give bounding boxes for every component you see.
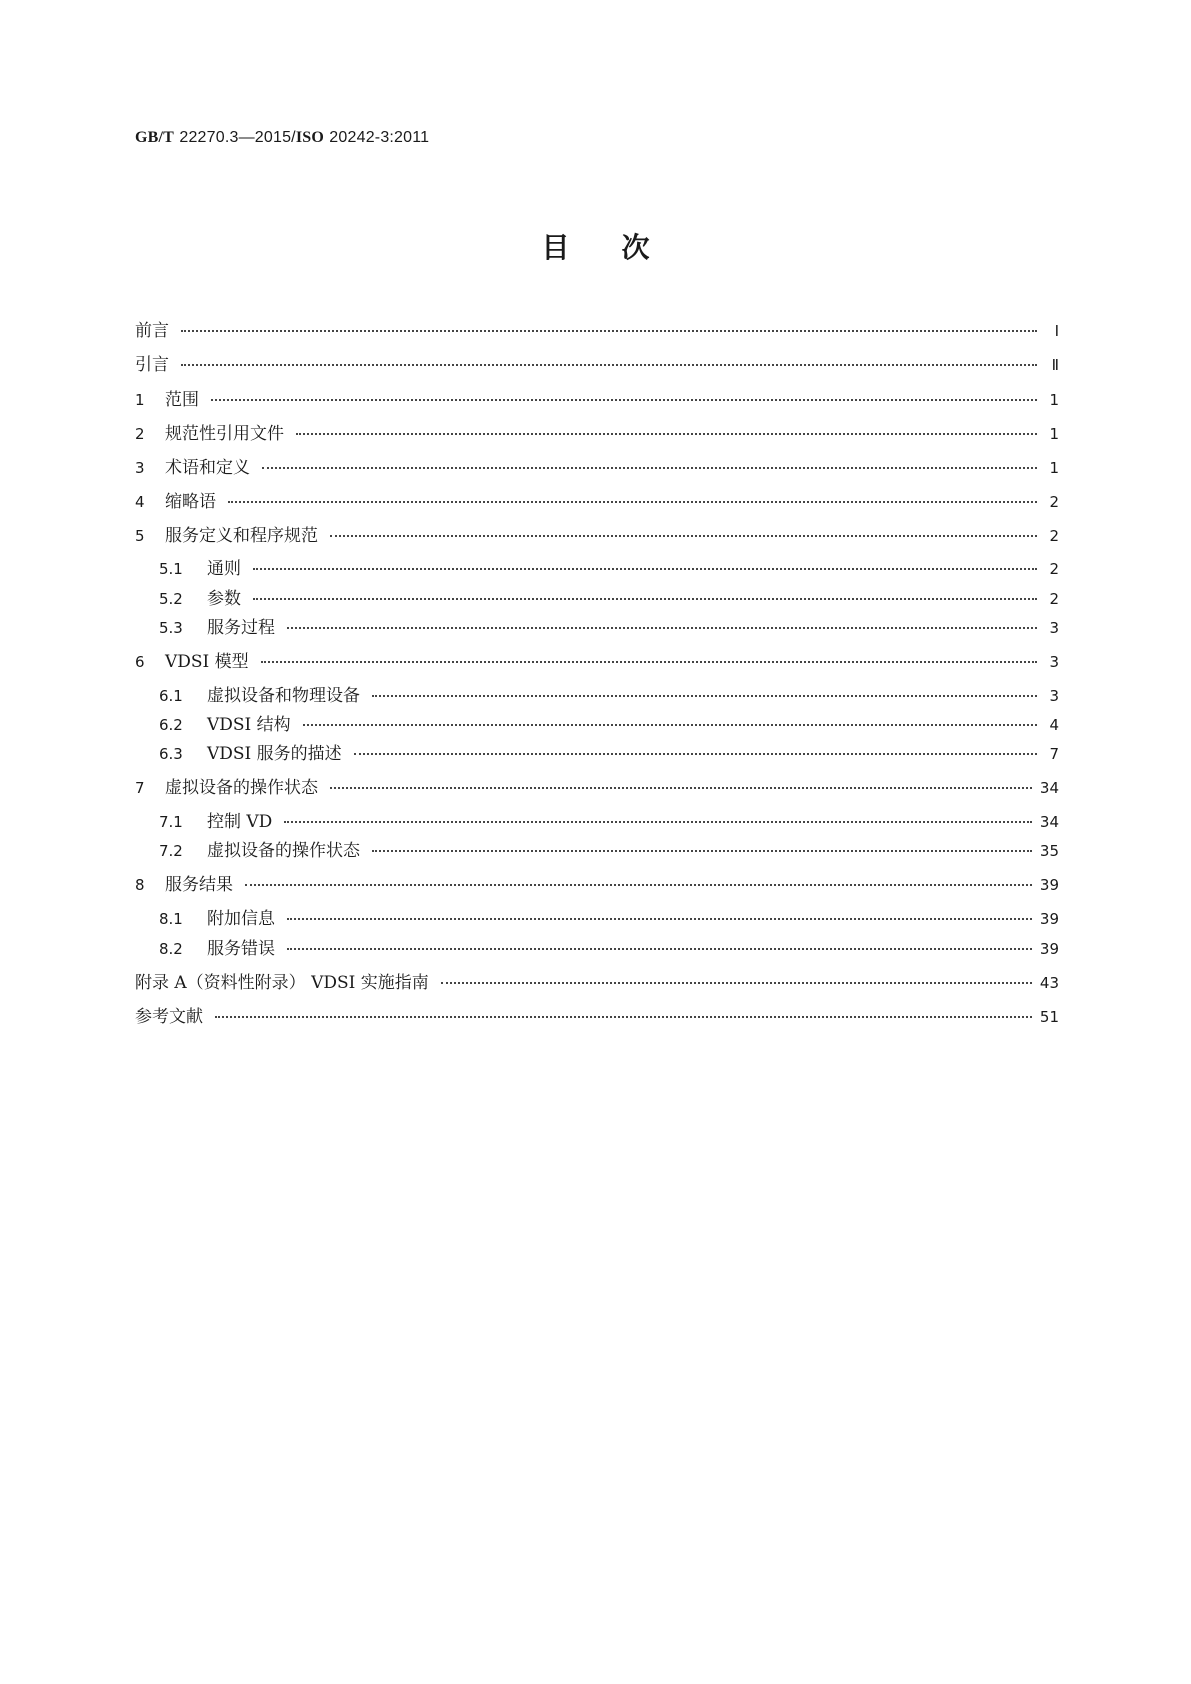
toc-entry-number: 1 [135,391,145,409]
toc-entry-title: 参数 [207,589,241,609]
toc-entry[interactable] [135,385,1059,411]
toc-entry-title: 术语和定义 [165,458,250,478]
toc-entry-number: 6 [135,653,145,671]
toc-entry-page: 2 [1049,590,1059,608]
toc-entry-number: 4 [135,493,145,511]
toc-entry-number: 2 [135,425,145,443]
toc-entry[interactable] [159,710,1059,736]
toc-entry-page: 2 [1049,493,1059,511]
toc-dot-leader [372,849,1032,852]
toc-entry-number: 8.1 [159,910,183,928]
toc-entry-number: 7.2 [159,842,183,860]
toc-entry-page: 39 [1039,940,1059,958]
toc-entry-number: 3 [135,459,145,477]
toc-dot-leader [228,500,1037,503]
toc-entry[interactable] [135,773,1059,799]
toc-dot-leader [330,786,1032,789]
toc-dot-leader [354,752,1037,755]
toc-entry-title: VDSI 结构 [207,715,291,735]
standard-code-label: GB/T [135,129,175,146]
toc-dot-leader [441,981,1032,984]
toc-entry-page: Ⅱ [1051,356,1059,374]
toc-entry-page: 34 [1039,779,1059,797]
toc-entry[interactable] [159,584,1059,610]
toc-entry-title: 服务错误 [207,939,275,959]
toc-entry-number: 5.3 [159,619,183,637]
toc-dot-leader [284,820,1032,823]
toc-entry[interactable] [159,681,1059,707]
page-title [0,226,1191,266]
toc-entry-number: 5 [135,527,145,545]
toc-entry-title: 范围 [165,390,199,410]
toc-entry-title: 通则 [207,559,241,579]
toc-entry-page: 2 [1049,527,1059,545]
toc-entry[interactable] [135,350,1059,376]
toc-dot-leader [261,660,1037,663]
toc-entry[interactable] [159,807,1059,833]
toc-entry-number: 7.1 [159,813,183,831]
iso-number: 20242-3:2011 [329,129,430,146]
toc-entry-number: 8 [135,876,145,894]
toc-dot-leader [287,947,1032,950]
toc-dot-leader [287,917,1032,920]
toc-dot-leader [330,534,1037,537]
toc-entry-number: 6.1 [159,687,183,705]
toc-entry-title: 缩略语 [165,492,216,512]
toc-entry-title: VDSI 模型 [165,652,249,672]
toc-entry-number: 5.1 [159,560,183,578]
toc-entry-number: 6.2 [159,716,183,734]
toc-entry-page: 51 [1039,1008,1059,1026]
toc-entry[interactable] [135,870,1059,896]
toc-entry-title: 服务定义和程序规范 [165,526,318,546]
toc-entry-page: 39 [1039,910,1059,928]
document-header [135,127,429,147]
toc-entry[interactable] [135,419,1059,445]
toc-entry[interactable] [159,934,1059,960]
toc-entry-title: 服务过程 [207,618,275,638]
standard-number: 22270.3—2015/ [179,129,296,146]
toc-entry-title: 规范性引用文件 [165,424,284,444]
toc-entry-number: 7 [135,779,145,797]
toc-entry-title: 参考文献 [135,1007,203,1027]
toc-dot-leader [262,466,1037,469]
toc-entry-page: 1 [1049,425,1059,443]
toc-entry[interactable] [159,904,1059,930]
toc-entry-page: 35 [1039,842,1059,860]
toc-entry-page: 34 [1039,813,1059,831]
toc-entry-title: 虚拟设备的操作状态 [165,778,318,798]
toc-dot-leader [253,597,1037,600]
toc-entry-title: 附录 A（资料性附录） VDSI 实施指南 [135,973,429,993]
toc-dot-leader [245,883,1032,886]
toc-entry[interactable] [135,487,1059,513]
toc-entry[interactable] [135,521,1059,547]
toc-entry[interactable] [159,836,1059,862]
toc-entry-page: 2 [1049,560,1059,578]
toc-dot-leader [296,432,1037,435]
page-title-char-2: 次 [621,231,650,264]
toc-entry[interactable] [159,554,1059,580]
toc-entry-page: 3 [1049,687,1059,705]
toc-entry-page: 1 [1049,459,1059,477]
toc-entry-title: 虚拟设备的操作状态 [207,841,360,861]
toc-entry[interactable] [135,316,1059,342]
toc-entry[interactable] [135,1002,1059,1028]
toc-entry-title: 控制 VD [207,812,273,832]
toc-entry-number: 6.3 [159,745,183,763]
toc-entry[interactable] [159,739,1059,765]
toc-entry-page: 1 [1049,391,1059,409]
toc-entry-page: 39 [1039,876,1059,894]
toc-entry-title: 引言 [135,355,169,375]
toc-dot-leader [287,626,1037,629]
toc-entry[interactable] [135,647,1059,673]
toc-dot-leader [253,567,1037,570]
toc-dot-leader [181,329,1037,332]
toc-dot-leader [303,723,1037,726]
iso-label: ISO [295,129,324,146]
toc-entry-page: 3 [1049,619,1059,637]
toc-entry-page: 7 [1049,745,1059,763]
toc-entry-page: 3 [1049,653,1059,671]
toc-entry[interactable] [135,453,1059,479]
toc-dot-leader [372,694,1037,697]
toc-dot-leader [211,398,1037,401]
page-title-char-1: 目 [541,231,570,264]
toc-entry-page: Ⅰ [1054,322,1059,340]
toc-entry-title: 前言 [135,321,169,341]
toc-entry-page: 43 [1039,974,1059,992]
toc-dot-leader [215,1015,1032,1018]
toc-entry-title: VDSI 服务的描述 [207,744,342,764]
toc-entry-number: 5.2 [159,590,183,608]
toc-entry-title: 虚拟设备和物理设备 [207,686,360,706]
toc-entry-page: 4 [1049,716,1059,734]
toc-dot-leader [181,363,1037,366]
toc-entry-number: 8.2 [159,940,183,958]
toc-entry-title: 附加信息 [207,909,275,929]
toc-entry[interactable] [159,613,1059,639]
toc-entry-title: 服务结果 [165,875,233,895]
toc-entry[interactable] [135,968,1059,994]
